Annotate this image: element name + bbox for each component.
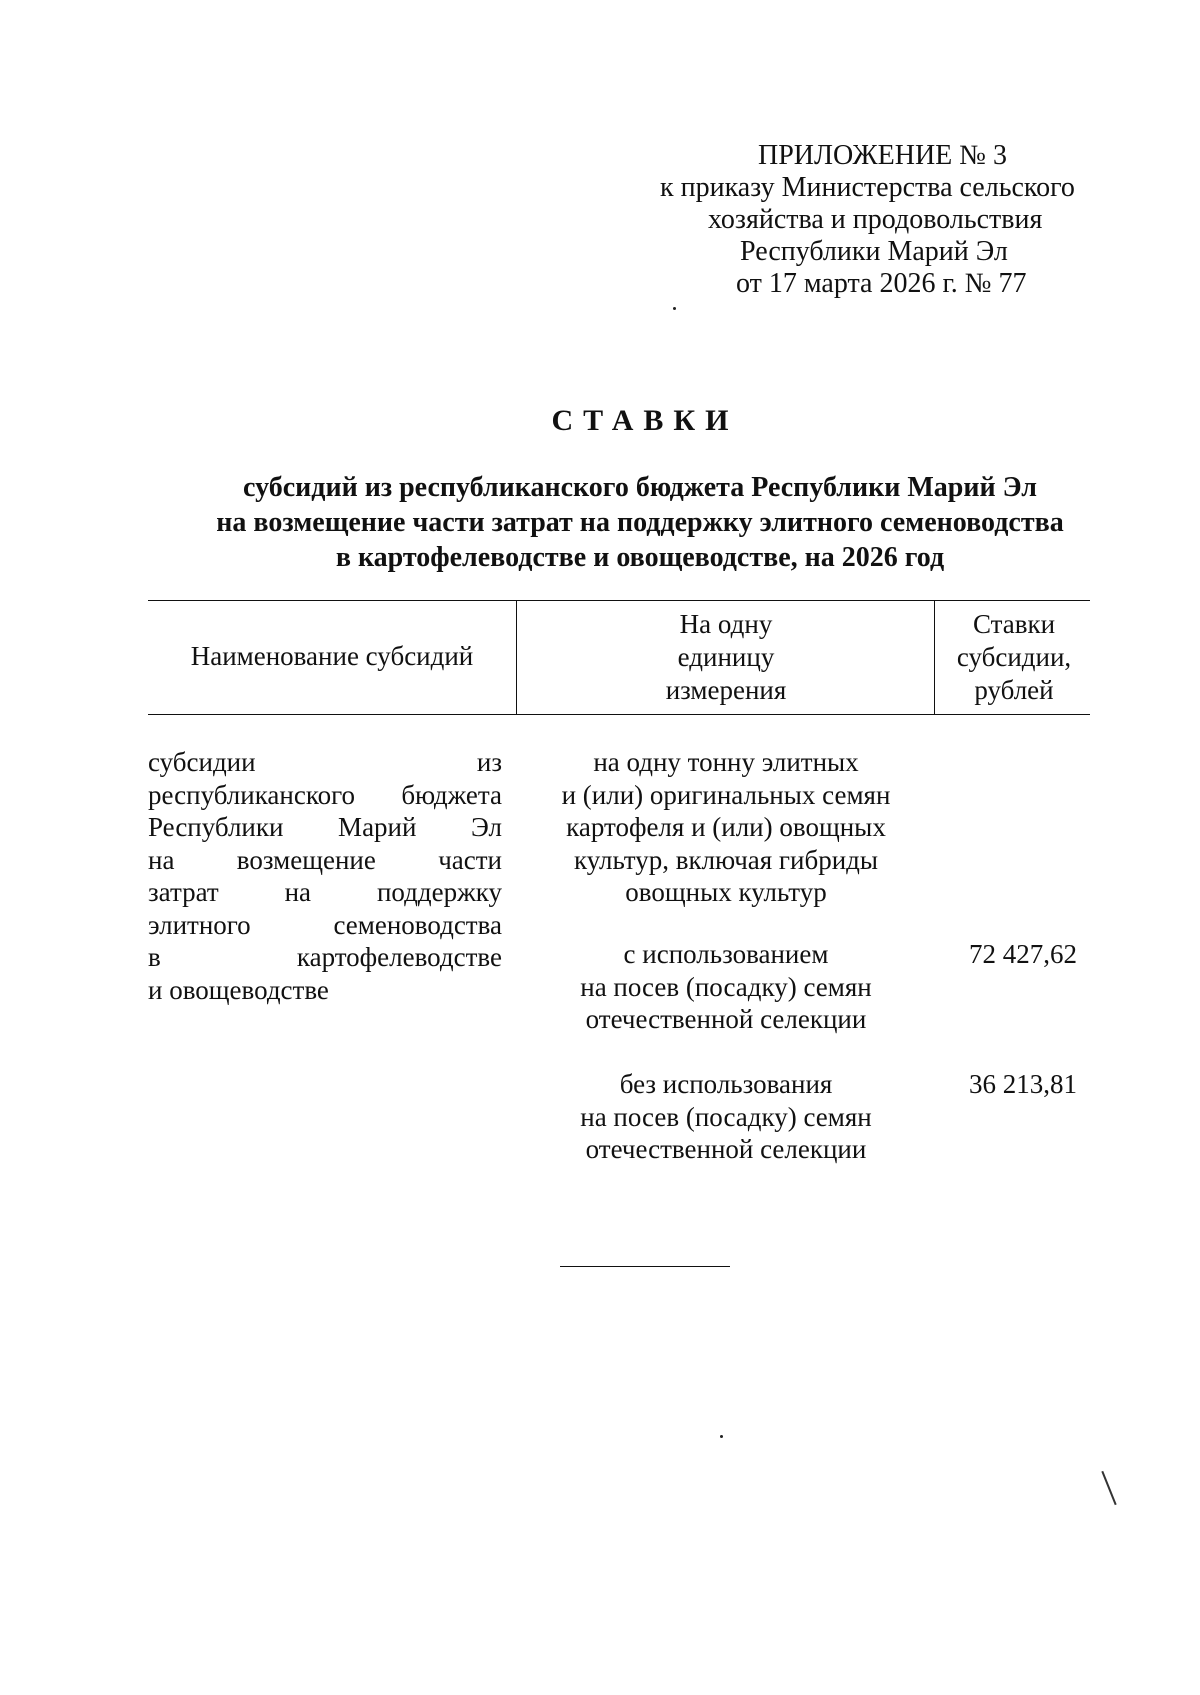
subsidy-name-line: субсидии из bbox=[148, 747, 502, 777]
rate-value: 36 213,81 bbox=[969, 1069, 1077, 1099]
table-column-divider bbox=[934, 600, 935, 714]
header-unit-line: На одну bbox=[679, 609, 773, 639]
appendix-line: к приказу Министерства сельского bbox=[660, 172, 1075, 203]
header-name: Наименование субсидий bbox=[190, 641, 474, 671]
unit-line: на посев (посадку) семян bbox=[580, 1101, 872, 1132]
subtitle-line: на возмещение части затрат на поддержку элитного семеноводства bbox=[216, 507, 1064, 538]
unit-line: культур, включая гибриды bbox=[573, 844, 879, 875]
unit-line: отечественной селекции bbox=[585, 1134, 867, 1164]
header-unit-line: измерения bbox=[665, 675, 787, 705]
header-rate-line: рублей bbox=[974, 675, 1054, 705]
end-rule bbox=[560, 1266, 730, 1267]
header-unit bbox=[518, 608, 934, 707]
subsidy-name-line: в картофелеводстве bbox=[148, 942, 502, 972]
subsidy-name-line: и овощеводстве bbox=[148, 974, 329, 1005]
header-rate-line: Ставки bbox=[972, 609, 1056, 639]
header-rate bbox=[938, 608, 1090, 707]
unit-line: на посев (посадку) семян bbox=[580, 971, 872, 1002]
unit-line: отечественной селекции bbox=[585, 1004, 867, 1034]
subsidy-name-line: на возмещение части bbox=[148, 844, 502, 875]
subtitle-line: в картофелеводстве и овощеводстве, на 2026 год bbox=[335, 542, 945, 573]
header-rate-line: субсидии, bbox=[956, 642, 1072, 672]
appendix-number: ПРИЛОЖЕНИЕ № 3 bbox=[758, 140, 1007, 171]
table-column-divider bbox=[516, 600, 517, 714]
header-unit-line: единицу bbox=[677, 642, 775, 672]
subsidy-name-line: республиканского бюджета bbox=[148, 779, 502, 810]
subsidy-name-line: элитного семеноводства bbox=[148, 909, 502, 940]
unit-line: овощных культур bbox=[625, 877, 827, 907]
appendix-date: от 17 марта 2026 г. № 77 bbox=[736, 268, 1027, 299]
unit-line: картофеля и (или) овощных bbox=[566, 812, 886, 842]
unit-description bbox=[518, 746, 934, 909]
scan-speck bbox=[673, 307, 676, 310]
appendix-line: Республики Марий Эл bbox=[740, 236, 1008, 267]
unit-option-domestic bbox=[518, 938, 934, 1036]
unit-line: без использования bbox=[619, 1069, 833, 1099]
appendix-block bbox=[640, 140, 1090, 300]
document-title: СТАВКИ bbox=[551, 404, 739, 437]
appendix-line: хозяйства и продовольствия bbox=[708, 204, 1043, 235]
table-top-rule bbox=[148, 600, 1090, 601]
subtitle-line: субсидий из республиканского бюджета Республики Марий Эл bbox=[243, 472, 1037, 503]
unit-option-nondomestic bbox=[518, 1068, 934, 1166]
scan-speck bbox=[720, 1435, 723, 1438]
table-header-rule bbox=[148, 714, 1090, 715]
unit-line: на одну тонну элитных bbox=[593, 747, 859, 777]
subsidy-name-line: затрат на поддержку bbox=[148, 877, 502, 907]
unit-line: и (или) оригинальных семян bbox=[561, 779, 891, 810]
scan-mark bbox=[1101, 1471, 1116, 1505]
subsidy-name-line: Республики Марий Эл bbox=[148, 812, 502, 842]
document-subtitle bbox=[150, 470, 1130, 575]
rate-value: 72 427,62 bbox=[969, 939, 1077, 969]
subsidy-name bbox=[148, 746, 502, 1006]
unit-line: с использованием bbox=[623, 939, 829, 969]
